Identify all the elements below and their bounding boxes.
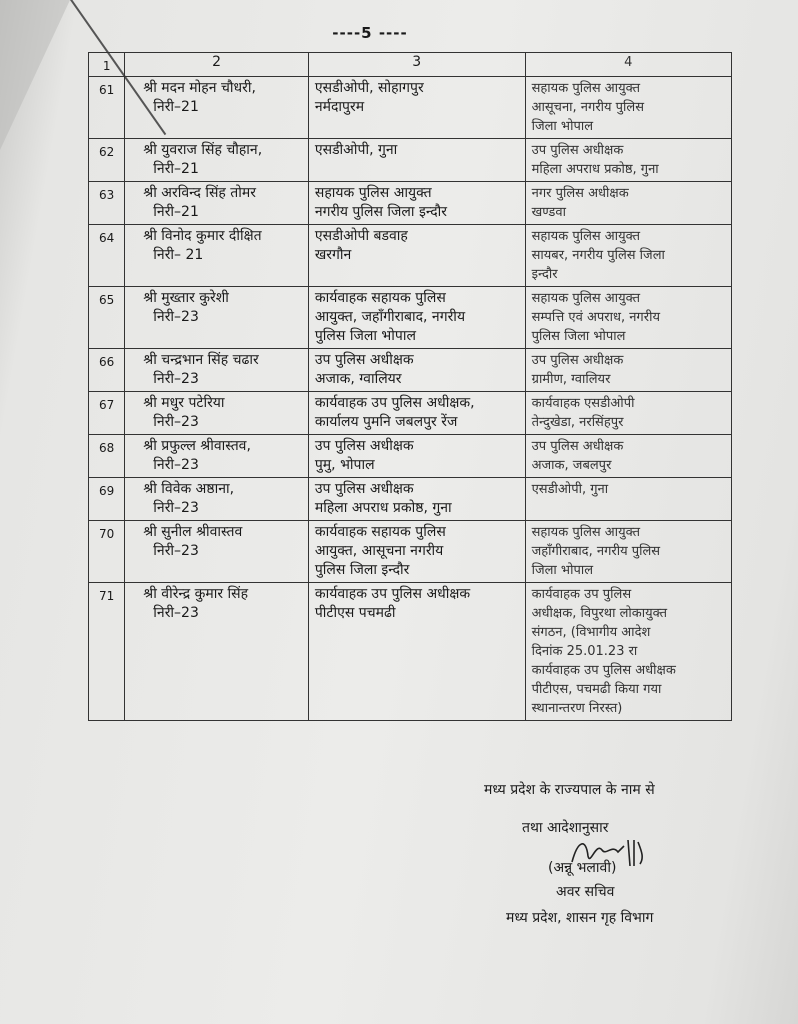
column-header-name: 2 (125, 53, 309, 77)
page-fold-shadow (0, 0, 70, 150)
new-post-cell (525, 478, 731, 521)
officer-rank: निरी–23 (153, 457, 199, 473)
serial-number-cell: 66 (89, 349, 125, 392)
table-header-row (89, 53, 732, 77)
current-post-cell (308, 182, 525, 225)
new-post-line: दिनांक 25.01.23 रा (531, 644, 638, 659)
current-post-line: महिला अपराध प्रकोष्ठ, गुना (314, 500, 452, 516)
current-post-line: उप पुलिस अधीक्षक (314, 438, 414, 454)
current-post-cell (308, 521, 525, 583)
new-post-cell (525, 392, 731, 435)
new-post-line: अजाक, जबलपुर (531, 458, 612, 473)
table-row (89, 521, 732, 583)
table-row (89, 287, 732, 349)
serial-number-cell: 68 (89, 435, 125, 478)
governor-order-line: मध्य प्रदेश के राज्यपाल के नाम से (484, 782, 655, 798)
current-post-line: कार्यवाहक उप पुलिस अधीक्षक (314, 586, 471, 602)
current-post-line: उप पुलिस अधीक्षक (314, 481, 414, 497)
current-post-line: एसडीओपी बडवाह (314, 228, 408, 244)
new-post-line: सम्पत्ति एवं अपराध, नगरीय (531, 310, 660, 325)
new-post-cell (525, 583, 731, 721)
current-post-line: पुलिस जिला इन्दौर (314, 562, 410, 578)
officer-name: श्री विनोद कुमार दीक्षित (143, 228, 262, 244)
serial-number-cell: 62 (89, 139, 125, 182)
officer-name: श्री मधुर पटेरिया (143, 395, 225, 411)
officer-cell (125, 225, 309, 287)
new-post-cell (525, 77, 731, 139)
new-post-cell (525, 435, 731, 478)
new-post-line: उप पुलिस अधीक्षक (531, 143, 624, 158)
new-post-line: पुलिस जिला भोपाल (531, 329, 626, 344)
current-post-line: कार्यवाहक उप पुलिस अधीक्षक, (314, 395, 475, 411)
officer-name: श्री अरविन्द सिंह तोमर (143, 185, 257, 201)
current-post-line: आयुक्त, आसूचना नगरीय (314, 543, 444, 559)
current-post-line: पुमु, भोपाल (314, 457, 375, 473)
new-post-cell (525, 225, 731, 287)
new-post-line: खण्डवा (531, 205, 566, 220)
new-post-line: एसडीओपी, गुना (531, 482, 609, 497)
table-row (89, 478, 732, 521)
new-post-line: नगर पुलिस अधीक्षक (531, 186, 629, 201)
new-post-line: जिला भोपाल (531, 563, 594, 578)
officer-name: श्री मदन मोहन चौधरी, (143, 80, 256, 96)
new-post-line: कार्यवाहक उप पुलिस अधीक्षक (531, 663, 676, 678)
table-row (89, 435, 732, 478)
officer-rank: निरी–23 (153, 543, 199, 559)
current-post-cell (308, 139, 525, 182)
current-post-cell (308, 77, 525, 139)
column-header-serial: 1 (89, 53, 125, 77)
officer-name: श्री प्रफुल्ल श्रीवास्तव, (143, 438, 251, 454)
current-post-line: पुलिस जिला भोपाल (314, 328, 416, 344)
officer-name: श्री सुनील श्रीवास्तव (143, 524, 243, 540)
column-header-new-post: 4 (525, 53, 731, 77)
new-post-line: सहायक पुलिस आयुक्त (531, 81, 641, 96)
new-post-line: जहाँगीराबाद, नगरीय पुलिस (531, 544, 661, 559)
new-post-line: महिला अपराध प्रकोष्ठ, गुना (531, 162, 659, 177)
current-post-cell (308, 349, 525, 392)
serial-number-cell: 67 (89, 392, 125, 435)
current-post-line: खरगौन (314, 247, 352, 263)
new-post-line: तेन्दुखेडा, नरसिंहपुर (531, 415, 624, 430)
officer-rank: निरी–21 (153, 161, 199, 177)
serial-number-cell: 61 (89, 77, 125, 139)
officer-rank: निरी–21 (153, 99, 199, 115)
new-post-line: जिला भोपाल (531, 119, 594, 134)
current-post-cell (308, 435, 525, 478)
new-post-line: सहायक पुलिस आयुक्त (531, 229, 641, 244)
officer-rank: निरी–23 (153, 414, 199, 430)
table-row (89, 225, 732, 287)
new-post-line: अधीक्षक, विपुरथा लोकायुक्त (531, 606, 668, 621)
new-post-line: सहायक पुलिस आयुक्त (531, 525, 641, 540)
current-post-line: अजाक, ग्वालियर (314, 371, 402, 387)
officer-cell (125, 392, 309, 435)
new-post-line: पीटीएस, पचमढी किया गया (531, 682, 662, 697)
officer-cell (125, 435, 309, 478)
new-post-line: कार्यवाहक एसडीओपी (531, 396, 635, 411)
current-post-line: एसडीओपी, गुना (314, 142, 398, 158)
serial-number-cell: 63 (89, 182, 125, 225)
officer-rank: निरी–21 (153, 204, 199, 220)
current-post-line: आयुक्त, जहाँगीराबाद, नगरीय (314, 309, 466, 325)
serial-number-cell: 69 (89, 478, 125, 521)
new-post-line: स्थानान्तरण निरस्त) (531, 701, 623, 716)
new-post-cell (525, 182, 731, 225)
new-post-line: सायबर, नगरीय पुलिस जिला (531, 248, 665, 263)
page-number: ----5 ---- (332, 24, 408, 42)
current-post-line: सहायक पुलिस आयुक्त (314, 185, 432, 201)
new-post-cell (525, 139, 731, 182)
table-row (89, 349, 732, 392)
serial-number-cell: 70 (89, 521, 125, 583)
current-post-line: एसडीओपी, सोहागपुर (314, 80, 424, 96)
current-post-line: कार्यवाहक सहायक पुलिस (314, 524, 446, 540)
transfer-table (88, 52, 732, 721)
new-post-cell (525, 349, 731, 392)
officer-cell (125, 349, 309, 392)
new-post-line: आसूचना, नगरीय पुलिस (531, 100, 645, 115)
current-post-line: पीटीएस पचमढी (314, 605, 396, 621)
officer-name: श्री युवराज सिंह चौहान, (143, 142, 263, 158)
officer-cell (125, 77, 309, 139)
current-post-line: कार्यालय पुमनि जबलपुर रेंज (314, 414, 458, 430)
new-post-line: इन्दौर (531, 267, 558, 282)
current-post-line: उप पुलिस अधीक्षक (314, 352, 414, 368)
table-body (89, 77, 732, 721)
officer-rank: निरी–23 (153, 309, 199, 325)
table-row (89, 182, 732, 225)
column-header-current-post: 3 (308, 53, 525, 77)
officer-cell (125, 182, 309, 225)
officer-cell (125, 287, 309, 349)
new-post-line: सहायक पुलिस आयुक्त (531, 291, 641, 306)
current-post-line: नर्मदापुरम (314, 99, 365, 115)
current-post-cell (308, 478, 525, 521)
new-post-line: ग्रामीण, ग्वालियर (531, 372, 611, 387)
table-row (89, 583, 732, 721)
serial-number-cell: 64 (89, 225, 125, 287)
signatory-designation: अवर सचिव (556, 884, 615, 900)
officer-cell (125, 583, 309, 721)
officer-rank: निरी–23 (153, 500, 199, 516)
current-post-line: कार्यवाहक सहायक पुलिस (314, 290, 446, 306)
signatory-department: मध्य प्रदेश, शासन गृह विभाग (506, 910, 654, 926)
new-post-line: संगठन, (विभागीय आदेश (531, 625, 651, 640)
officer-rank: निरी– 21 (153, 247, 204, 263)
officer-name: श्री विवेक अष्ठाना, (143, 481, 235, 497)
officer-cell (125, 478, 309, 521)
signatory-name: (अन्नू भलावी) (548, 860, 617, 876)
current-post-cell (308, 583, 525, 721)
table-row (89, 139, 732, 182)
new-post-line: उप पुलिस अधीक्षक (531, 439, 624, 454)
officer-name: श्री मुख्तार कुरेशी (143, 290, 229, 306)
officer-rank: निरी–23 (153, 371, 199, 387)
serial-number-cell: 65 (89, 287, 125, 349)
current-post-cell (308, 392, 525, 435)
current-post-cell (308, 225, 525, 287)
officer-rank: निरी–23 (153, 605, 199, 621)
officer-name: श्री चन्द्रभान सिंह चढार (143, 352, 259, 368)
new-post-cell (525, 287, 731, 349)
officer-cell (125, 521, 309, 583)
new-post-line: उप पुलिस अधीक्षक (531, 353, 624, 368)
order-accordance-line: तथा आदेशानुसार (522, 820, 609, 836)
new-post-line: कार्यवाहक उप पुलिस (531, 587, 632, 602)
current-post-line: नगरीय पुलिस जिला इन्दौर (314, 204, 447, 220)
officer-name: श्री वीरेन्द्र कुमार सिंह (143, 586, 249, 602)
serial-number-cell: 71 (89, 583, 125, 721)
current-post-cell (308, 287, 525, 349)
table-row (89, 392, 732, 435)
table-row (89, 77, 732, 139)
new-post-cell (525, 521, 731, 583)
officer-cell (125, 139, 309, 182)
